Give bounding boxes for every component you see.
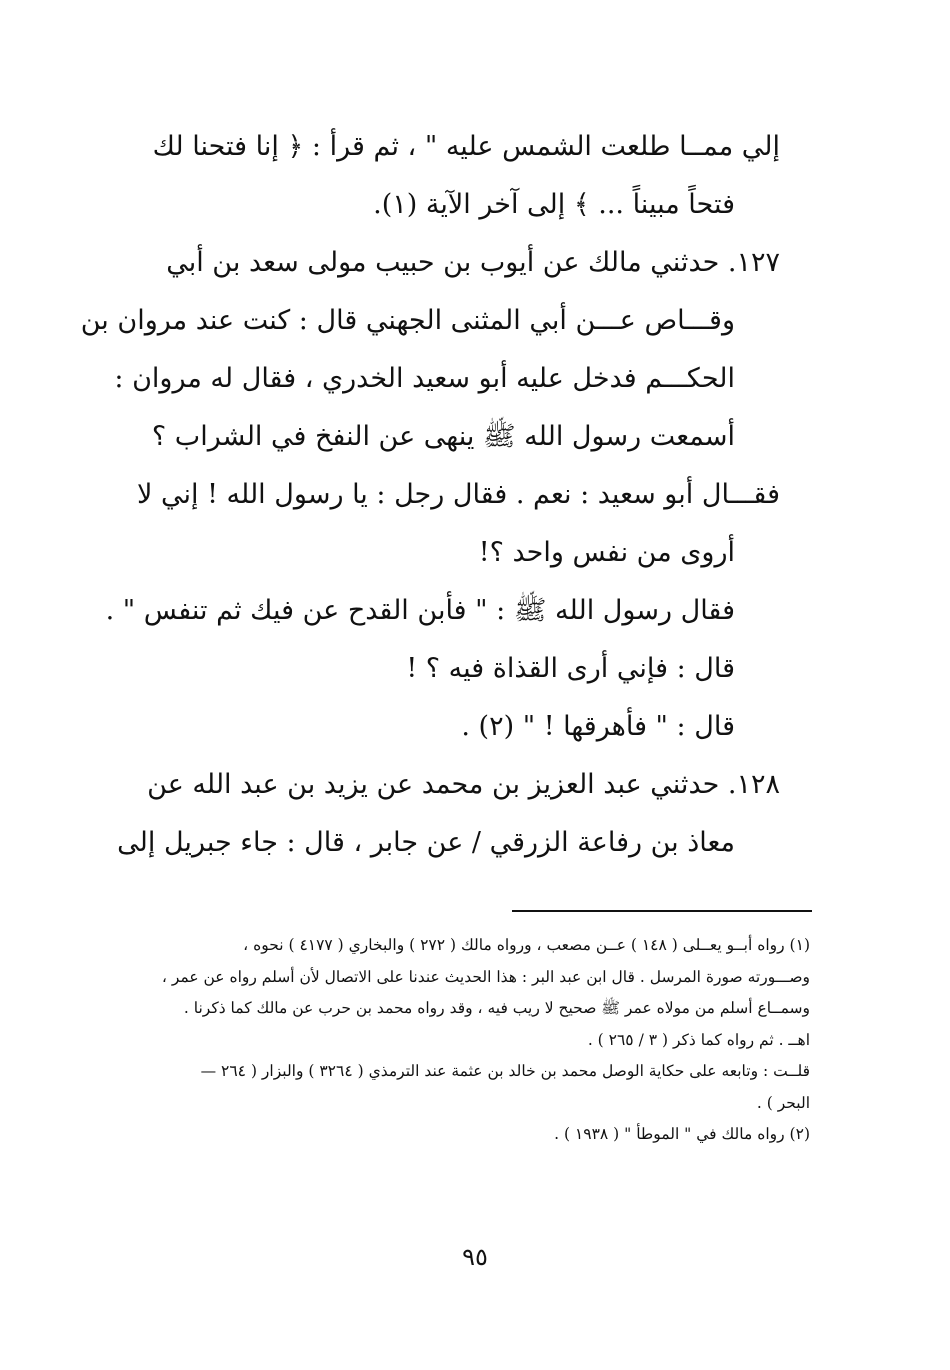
text-line: الحكـــم فدخل عليه أبو سعيد الخدري ، فقال له مروان : (114, 363, 735, 394)
text-line: وقـــاص عـــن أبي المثنى الجهني قال : كنت عند مروان بن (80, 305, 735, 336)
text-line: فقال رسول الله ﷺ : " فأبن القدح عن فيك ثم تنفس " . (105, 595, 735, 626)
text-line: أسمعت رسول الله ﷺ ينهى عن النفخ في الشراب ؟ (151, 421, 735, 452)
footnote-line: (١) رواه أبــو يعــلى ( ١٤٨ ) عــن مصعب ، ورواه مالك ( ٢٧٢ ) والبخاري ( ٤١٧٧ ) نحوه ، (243, 936, 810, 954)
footnote-line: البحر ) . (756, 1093, 810, 1112)
hadith-128-start: ١٢٨. حدثني عبد العزيز بن محمد عن يزيد بن عبد الله عن (147, 769, 780, 800)
footnote-divider (512, 910, 812, 912)
text-line: إلي ممــا طلعت الشمس عليه " ، ثم قرأ : ﴿ إنا فتحنا لك (152, 131, 780, 162)
main-text-block (80, 118, 780, 872)
footnote-line: وسمــاع أسلم من مولاه عمر ﷺ صحيح لا ريب فيه ، وقد رواه محمد بن حرب عن مالك كما ذكرنا . (183, 999, 810, 1017)
text-line: فقـــال أبو سعيد : نعم . فقال رجل : يا رسول الله ! إني لا (137, 479, 780, 510)
text-line: فتحاً مبيناً ... ﴾ إلى آخر الآية (١). (373, 189, 735, 220)
text-line: قال : " فأهرقها ! " (٢) . (461, 711, 735, 742)
footnote-line: اهــ . ثم رواه كما ذكر ( ٣ / ٢٦٥ ) . (587, 1030, 810, 1049)
footnote-line: وصـــورته صورة المرسل . قال ابن عبد البر : هذا الحديث عندنا على الاتصال لأن أسلم رواه عن عمر ، (161, 967, 810, 986)
hadith-127-start: ١٢٧. حدثني مالك عن أيوب بن حبيب مولى سعد بن أبي (166, 247, 780, 278)
text-line: معاذ بن رفاعة الزرقي / عن جابر ، قال : جاء جبريل إلى (117, 827, 735, 858)
page-number: ٩٥ (462, 1243, 488, 1271)
text-line: قال : فإني أرى القذاة فيه ؟ ! (406, 653, 735, 684)
footnote-line: قلــت : وتابعه على حكاية الوصل محمد بن خالد بن عثمة عند الترمذي ( ٣٢٦٤ ) والبزار ( ٢٦٤ — (200, 1062, 810, 1080)
footnotes-block (158, 930, 810, 1151)
footnote-line: (٢) رواه مالك في " الموطأ " ( ١٩٣٨ ) . (554, 1125, 810, 1143)
text-line: أروى من نفس واحد ؟! (478, 537, 735, 568)
